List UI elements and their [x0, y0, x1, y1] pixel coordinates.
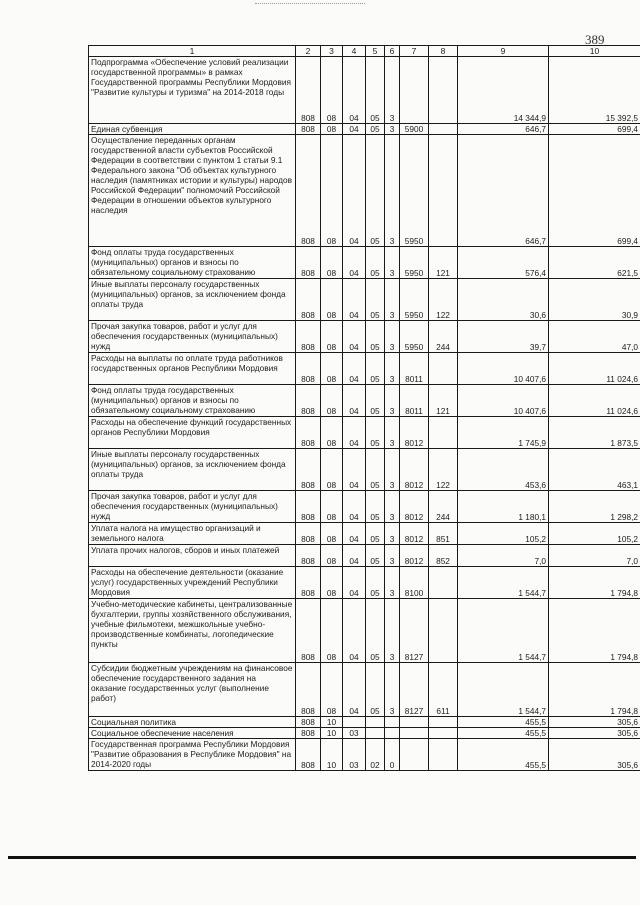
amount-2016: 699,4: [549, 135, 640, 247]
code-cell: 10: [321, 717, 343, 728]
code-cell: 08: [321, 353, 343, 385]
code-cell: 05: [366, 545, 385, 567]
code-cell: 808: [296, 728, 321, 739]
row-name: Расходы на обеспечение функций государственных органов Республики Мордовия: [89, 417, 296, 449]
code-cell: 808: [296, 491, 321, 523]
row-name: Иные выплаты персоналу государственных (муниципальных) органов, за исключением фонда оплаты труда: [89, 279, 296, 321]
code-cell: [400, 739, 429, 771]
code-cell: 3: [385, 247, 400, 279]
amount-2015: 646,7: [458, 135, 549, 247]
row-name: Осуществление переданных органам государственной власти субъектов Российской Федерации в соответствии с пунктом 1 статьи 9.1 Федерального закона "Об объектах культурного наследия (памятниках истории и культуры) народов Российской Федерации" полномочий Российской Федерации в отношении объектов культурного наследия: [89, 135, 296, 247]
amount-2016: 15 392,5: [549, 57, 640, 124]
code-cell: 04: [343, 279, 366, 321]
code-cell: 808: [296, 545, 321, 567]
code-cell: 808: [296, 599, 321, 663]
table-row: [89, 279, 640, 321]
amount-2015: 455,5: [458, 717, 549, 728]
header-cell: 2: [296, 46, 321, 57]
code-cell: 05: [366, 57, 385, 124]
scan-marks: [255, 3, 365, 8]
amount-2015: 10 407,6: [458, 385, 549, 417]
amount-2015: 14 344,9: [458, 57, 549, 124]
code-cell: 05: [366, 135, 385, 247]
code-cell: 04: [343, 247, 366, 279]
header-cell: 10: [549, 46, 640, 57]
amount-2016: 105,2: [549, 523, 640, 545]
code-cell: 05: [366, 523, 385, 545]
code-cell: 08: [321, 417, 343, 449]
code-cell: 04: [343, 135, 366, 247]
code-cell: 05: [366, 491, 385, 523]
code-cell: [385, 717, 400, 728]
amount-2016: 1 794,8: [549, 663, 640, 717]
code-cell: 808: [296, 321, 321, 353]
code-cell: 8012: [400, 449, 429, 491]
table-row: [89, 135, 640, 247]
code-cell: 3: [385, 567, 400, 599]
code-cell: [366, 728, 385, 739]
code-cell: [429, 57, 458, 124]
code-cell: 08: [321, 599, 343, 663]
row-name: Фонд оплаты труда государственных (муниципальных) органов и взносы по обязательному социальному страхованию: [89, 247, 296, 279]
header-cell: 3: [321, 46, 343, 57]
code-cell: 3: [385, 385, 400, 417]
code-cell: 3: [385, 57, 400, 124]
code-cell: 808: [296, 124, 321, 135]
row-name: Субсидии бюджетным учреждениям на финансовое обеспечение государственного задания на оказание государственных услуг (выполнение работ): [89, 663, 296, 717]
code-cell: 122: [429, 449, 458, 491]
amount-2015: 576,4: [458, 247, 549, 279]
row-name: Прочая закупка товаров, работ и услуг для обеспечения государственных (муниципальных) нужд: [89, 321, 296, 353]
code-cell: 808: [296, 57, 321, 124]
code-cell: [429, 717, 458, 728]
code-cell: 3: [385, 663, 400, 717]
amount-2015: 455,5: [458, 728, 549, 739]
code-cell: [366, 717, 385, 728]
table-row: [89, 491, 640, 523]
bottom-rule: [8, 856, 636, 859]
code-cell: 808: [296, 247, 321, 279]
code-cell: 04: [343, 523, 366, 545]
row-name: Фонд оплаты труда государственных (муниципальных) органов и взносы по обязательному социальному страхованию: [89, 385, 296, 417]
code-cell: [429, 728, 458, 739]
code-cell: 05: [366, 663, 385, 717]
amount-2015: 1 745,9: [458, 417, 549, 449]
code-cell: [400, 57, 429, 124]
code-cell: 8011: [400, 385, 429, 417]
amount-2016: 11 024,6: [549, 385, 640, 417]
amount-2015: 453,6: [458, 449, 549, 491]
code-cell: 3: [385, 523, 400, 545]
code-cell: 808: [296, 449, 321, 491]
code-cell: 3: [385, 599, 400, 663]
amount-2015: 1 180,1: [458, 491, 549, 523]
code-cell: 05: [366, 124, 385, 135]
code-cell: 08: [321, 449, 343, 491]
code-cell: 3: [385, 545, 400, 567]
code-cell: 3: [385, 124, 400, 135]
header-cell: 7: [400, 46, 429, 57]
code-cell: 3: [385, 321, 400, 353]
header-cell: 8: [429, 46, 458, 57]
code-cell: 808: [296, 417, 321, 449]
amount-2015: 10 407,6: [458, 353, 549, 385]
row-name: Учебно-методические кабинеты, централизованные бухгалтерии, группы хозяйственного обслуживания, учебные фильмотеки, межшкольные учебно-производственные комбинаты, логопедические пункты: [89, 599, 296, 663]
amount-2015: 1 544,7: [458, 599, 549, 663]
code-cell: 08: [321, 663, 343, 717]
code-cell: [429, 417, 458, 449]
amount-2016: 1 794,8: [549, 599, 640, 663]
code-cell: 08: [321, 545, 343, 567]
code-cell: 3: [385, 279, 400, 321]
row-name: Расходы на обеспечение деятельности (оказание услуг) государственных учреждений Республики Мордовия: [89, 567, 296, 599]
amount-2016: 305,6: [549, 739, 640, 771]
amount-2015: 1 544,7: [458, 663, 549, 717]
code-cell: 3: [385, 353, 400, 385]
code-cell: 122: [429, 279, 458, 321]
code-cell: 5950: [400, 321, 429, 353]
code-cell: 04: [343, 545, 366, 567]
row-name: Расходы на выплаты по оплате труда работников государственных органов Республики Мордовия: [89, 353, 296, 385]
code-cell: 8127: [400, 663, 429, 717]
code-cell: 08: [321, 567, 343, 599]
code-cell: [429, 124, 458, 135]
code-cell: 808: [296, 663, 321, 717]
table-row: [89, 717, 640, 728]
row-name: Единая субвенция: [89, 124, 296, 135]
code-cell: 04: [343, 491, 366, 523]
table-header-row: [89, 46, 640, 57]
amount-2015: 1 544,7: [458, 567, 549, 599]
header-cell: 9: [458, 46, 549, 57]
code-cell: 05: [366, 353, 385, 385]
table-row: [89, 663, 640, 717]
amount-2016: 7,0: [549, 545, 640, 567]
code-cell: [429, 567, 458, 599]
code-cell: 808: [296, 739, 321, 771]
code-cell: 808: [296, 279, 321, 321]
code-cell: 08: [321, 247, 343, 279]
code-cell: 05: [366, 449, 385, 491]
amount-2016: 1 794,8: [549, 567, 640, 599]
code-cell: [400, 717, 429, 728]
code-cell: 121: [429, 247, 458, 279]
row-name: Прочая закупка товаров, работ и услуг для обеспечения государственных (муниципальных) нужд: [89, 491, 296, 523]
amount-2015: 7,0: [458, 545, 549, 567]
table-row: [89, 599, 640, 663]
code-cell: 8012: [400, 417, 429, 449]
code-cell: 3: [385, 491, 400, 523]
amount-2016: 47,0: [549, 321, 640, 353]
code-cell: 121: [429, 385, 458, 417]
table-row: [89, 247, 640, 279]
table-row: [89, 523, 640, 545]
amount-2016: 305,6: [549, 717, 640, 728]
code-cell: 8012: [400, 545, 429, 567]
code-cell: 808: [296, 353, 321, 385]
code-cell: 852: [429, 545, 458, 567]
code-cell: [429, 599, 458, 663]
code-cell: [400, 728, 429, 739]
code-cell: 808: [296, 717, 321, 728]
code-cell: 05: [366, 385, 385, 417]
header-cell: 1: [89, 46, 296, 57]
code-cell: 03: [343, 739, 366, 771]
code-cell: 08: [321, 57, 343, 124]
amount-2016: 1 873,5: [549, 417, 640, 449]
code-cell: 02: [366, 739, 385, 771]
code-cell: 5900: [400, 124, 429, 135]
row-name: Иные выплаты персоналу государственных (муниципальных) органов, за исключением фонда оплаты труда: [89, 449, 296, 491]
amount-2015: 455,5: [458, 739, 549, 771]
table-row: [89, 567, 640, 599]
code-cell: 08: [321, 279, 343, 321]
header-cell: 5: [366, 46, 385, 57]
code-cell: 08: [321, 491, 343, 523]
row-name: Уплата прочих налогов, сборов и иных платежей: [89, 545, 296, 567]
amount-2016: 699,4: [549, 124, 640, 135]
code-cell: 8012: [400, 491, 429, 523]
code-cell: 03: [343, 728, 366, 739]
header-cell: 6: [385, 46, 400, 57]
table-row: [89, 353, 640, 385]
page-number: 389: [585, 32, 605, 47]
code-cell: 05: [366, 567, 385, 599]
code-cell: 04: [343, 417, 366, 449]
code-cell: 808: [296, 523, 321, 545]
code-cell: 04: [343, 124, 366, 135]
code-cell: 05: [366, 599, 385, 663]
code-cell: 08: [321, 321, 343, 353]
code-cell: 08: [321, 385, 343, 417]
code-cell: 3: [385, 417, 400, 449]
code-cell: 04: [343, 567, 366, 599]
table-row: [89, 385, 640, 417]
code-cell: 0: [385, 739, 400, 771]
code-cell: 10: [321, 728, 343, 739]
amount-2015: 39,7: [458, 321, 549, 353]
code-cell: 8012: [400, 523, 429, 545]
row-name: Социальная политика: [89, 717, 296, 728]
code-cell: 244: [429, 491, 458, 523]
table-row: [89, 739, 640, 771]
code-cell: 05: [366, 247, 385, 279]
code-cell: 244: [429, 321, 458, 353]
code-cell: 08: [321, 135, 343, 247]
code-cell: 851: [429, 523, 458, 545]
code-cell: 808: [296, 385, 321, 417]
code-cell: 04: [343, 599, 366, 663]
table-row: [89, 728, 640, 739]
amount-2016: 463,1: [549, 449, 640, 491]
row-name: Уплата налога на имущество организаций и земельного налога: [89, 523, 296, 545]
row-name: Государственная программа Республики Мордовия "Развитие образования в Республике Мордовия" на 2014-2020 годы: [89, 739, 296, 771]
code-cell: [429, 353, 458, 385]
amount-2015: 30,6: [458, 279, 549, 321]
code-cell: 3: [385, 449, 400, 491]
code-cell: 08: [321, 124, 343, 135]
code-cell: [429, 135, 458, 247]
table-row: [89, 449, 640, 491]
amount-2015: 646,7: [458, 124, 549, 135]
code-cell: 04: [343, 321, 366, 353]
code-cell: 05: [366, 417, 385, 449]
amount-2016: 30,9: [549, 279, 640, 321]
amount-2016: 11 024,6: [549, 353, 640, 385]
amount-2016: 1 298,2: [549, 491, 640, 523]
table-row: [89, 417, 640, 449]
code-cell: 04: [343, 449, 366, 491]
row-name: Социальное обеспечение населения: [89, 728, 296, 739]
budget-table: [88, 45, 640, 771]
table-row: [89, 57, 640, 124]
code-cell: 8100: [400, 567, 429, 599]
code-cell: 8011: [400, 353, 429, 385]
table-row: [89, 124, 640, 135]
code-cell: 808: [296, 567, 321, 599]
table-row: [89, 545, 640, 567]
code-cell: [385, 728, 400, 739]
row-name: Подпрограмма «Обеспечение условий реализации государственной программы» в рамках Государственной программы Республики Мордовия "Развитие культуры и туризма" на 2014-2018 годы: [89, 57, 296, 124]
code-cell: [429, 739, 458, 771]
code-cell: 05: [366, 279, 385, 321]
code-cell: 08: [321, 523, 343, 545]
code-cell: 611: [429, 663, 458, 717]
code-cell: 3: [385, 135, 400, 247]
code-cell: 04: [343, 663, 366, 717]
code-cell: 5950: [400, 279, 429, 321]
code-cell: 04: [343, 385, 366, 417]
code-cell: 5950: [400, 135, 429, 247]
amount-2016: 305,6: [549, 728, 640, 739]
amount-2016: 621,5: [549, 247, 640, 279]
code-cell: [343, 717, 366, 728]
code-cell: 04: [343, 353, 366, 385]
code-cell: 10: [321, 739, 343, 771]
table-row: [89, 321, 640, 353]
code-cell: 808: [296, 135, 321, 247]
code-cell: 04: [343, 57, 366, 124]
code-cell: 8127: [400, 599, 429, 663]
code-cell: 05: [366, 321, 385, 353]
code-cell: 5950: [400, 247, 429, 279]
amount-2015: 105,2: [458, 523, 549, 545]
header-cell: 4: [343, 46, 366, 57]
